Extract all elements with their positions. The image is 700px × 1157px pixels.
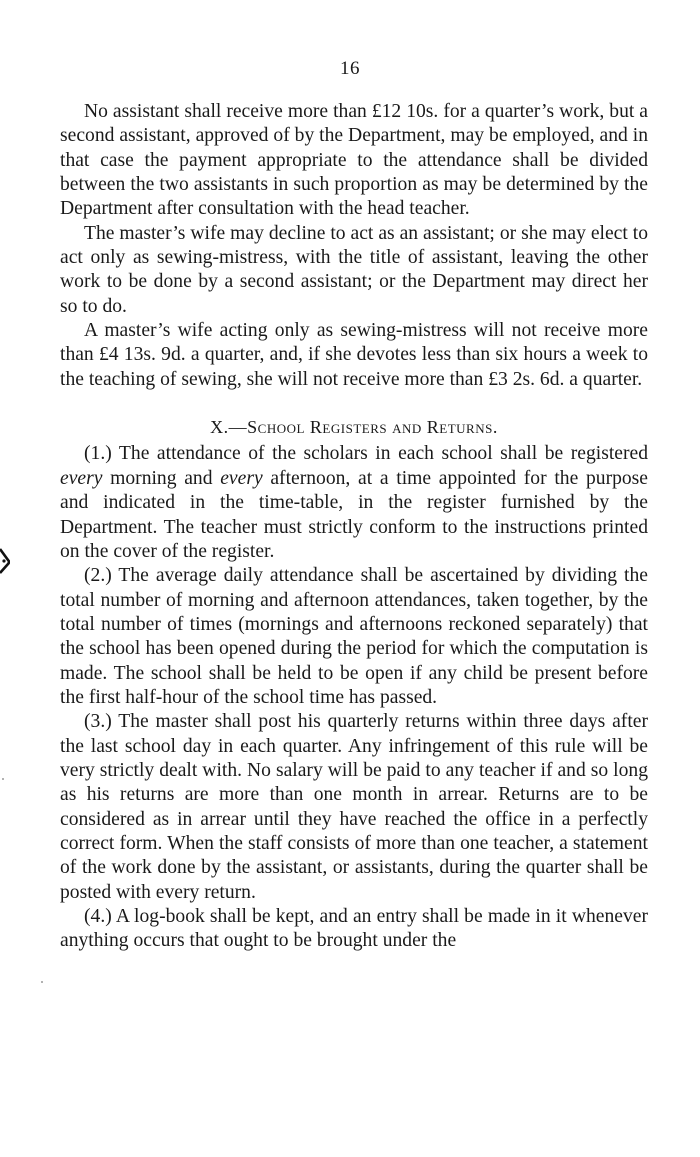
emphasis-text: every [220,467,263,489]
rule-paragraph: (4.) A log-book shall be kept, and an entry shall be made in it whenever anything occurs that ought to be brought under the [60,906,648,952]
paragraph: No assistant shall receive more than £12 10s. for a quarter’s work, but a second assistant, approved of by the Department, may be employed, and in that case the payment appropriate to the attendance shall be divided between the two assistants in such proportion as may be determined by the Department after consultation with the head teacher. [60,101,648,220]
paragraph: The master’s wife may decline to act as an assistant; or she may elect to act only as sewing-mistress, with the title of assistant, leaving the other work to be done by a second assistant; or the Department may direct her so to do. [60,222,648,317]
rule-text: afternoon, at a time appointed for the purpose and indicated in the time-table, in the register furnished by the Department. The teacher must strictly conform to the instructions printed on the cover of the register. [60,467,649,562]
section-heading [60,415,648,439]
binding-mark-icon [0,548,10,574]
rule-paragraph: (3.) The master shall post his quarterly returns within three days after the last school day in each quarter. Any infringement of this rule will be very strictly dealt with. No salary will be paid to any teacher if and so long as his returns are more than one month in arrear. Returns are to be considered as in arrear until they have reached the office in a perfectly correct form. When the staff consists of more than one teacher, a statement of the work done by the assistant, or assistants, during the quarter shall be posted with every return. [60,711,648,903]
text-body [60,100,648,954]
rule-text: (1.) The attendance of the scholars in each school shall be registered [84,443,648,465]
rule-paragraph [60,442,648,564]
paragraph: A master’s wife acting only as sewing-mistress will not receive more than £4 13s. 9d. a quarter, and, if she devotes less than six hours a week to the teaching of sewing, she will not receive more than £3 2s. 6d. a quarter. [60,320,648,390]
paper-speck [2,778,4,780]
rule-paragraph: (2.) The average daily attendance shall be ascertained by dividing the total number of morning and afternoon attendances, taken together, by the total number of times (mornings and afternoons reckoned separately) that the school has been opened during the period for which the computation is made. The school shall be held to be open if any child be present before the first half-hour of the school time has passed. [60,565,648,708]
section-number: X.— [210,417,248,438]
paper-speck [41,981,43,983]
section-title: School Registers and Returns. [247,417,498,438]
rule-text: morning and [102,467,221,489]
page-number: 16 [340,58,360,79]
emphasis-text: every [60,467,103,489]
